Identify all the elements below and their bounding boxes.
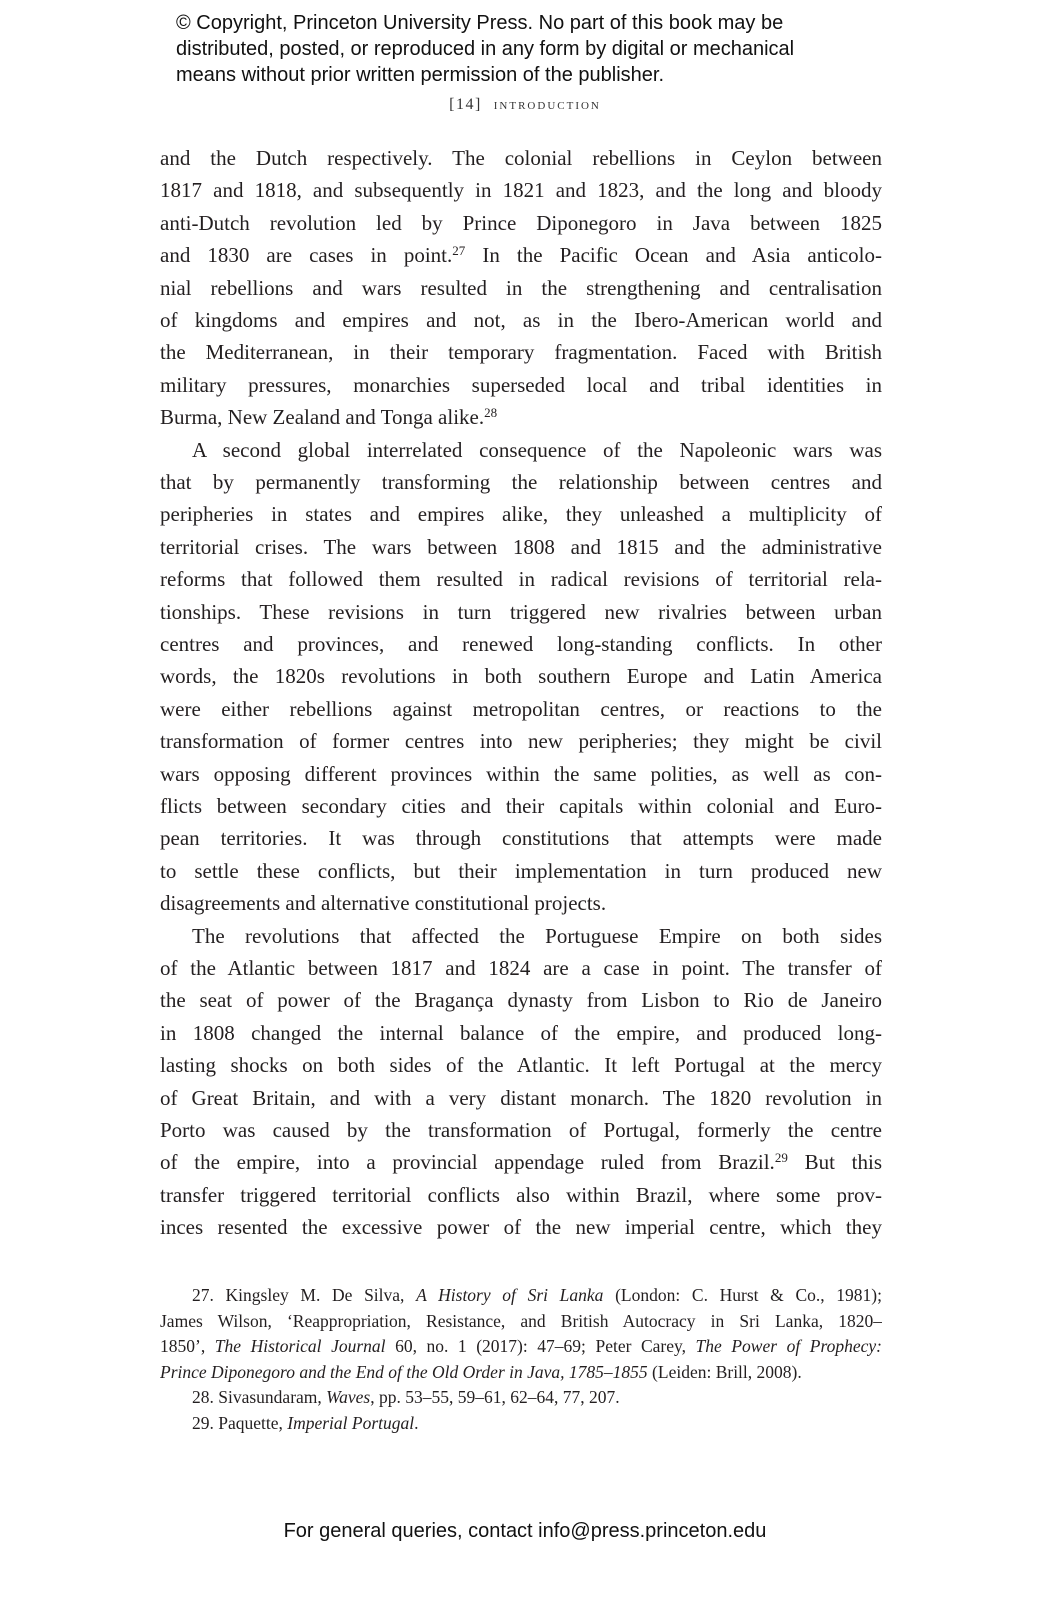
body-line xyxy=(160,758,882,790)
text-run: James Wilson, ‘Reappropriation, Resistance, and British Autocracy in Sri Lanka, 1820– xyxy=(160,1310,882,1331)
text-run: military pressures, monarchies superseded local and tribal identities in xyxy=(160,372,882,397)
text-run: (Leiden: Brill, 2008). xyxy=(647,1361,802,1382)
running-head xyxy=(0,96,1050,114)
text-run: to settle these conflicts, but their implementation in turn produced new xyxy=(160,858,882,883)
body-line xyxy=(160,531,882,563)
body-line xyxy=(160,790,882,822)
text-run: 27. Kingsley M. De Silva, xyxy=(192,1285,417,1305)
text-run: inces resented the excessive power of the new imperial centre, which they xyxy=(160,1215,882,1240)
text-run: Waves xyxy=(326,1387,371,1408)
body-line xyxy=(160,1211,882,1243)
text-run: In the Pacific Ocean and Asia anticolo- xyxy=(465,243,882,268)
body-line xyxy=(160,660,882,692)
text-run: of the empire, into a provincial appendage ruled from Brazil. xyxy=(160,1150,775,1175)
body-line xyxy=(160,272,882,304)
text-run: and the Dutch respectively. The colonial rebellions in Ceylon between xyxy=(160,146,882,170)
text-run: Imperial Portugal xyxy=(287,1413,415,1433)
body-line xyxy=(160,596,882,628)
text-run: 1817 and 1818, and subsequently in 1821 and 1823, and the long and bloody xyxy=(160,178,882,203)
body-line xyxy=(160,1114,882,1146)
text-run: and 1830 are cases in point. xyxy=(160,243,453,268)
text-run: 1850’, xyxy=(160,1336,215,1357)
text-run: Porto was caused by the transformation of Portugal, formerly the centre xyxy=(160,1118,882,1142)
text-run: , pp. 53–55, 59–61, 62–64, 77, 207. xyxy=(370,1387,620,1408)
text-run: transfer triggered territorial conflicts also within Brazil, where some prov- xyxy=(160,1182,882,1207)
body-line xyxy=(160,1017,882,1049)
footnote-line xyxy=(192,1410,882,1436)
body-line xyxy=(160,693,882,725)
copyright-notice xyxy=(176,10,794,88)
body-line xyxy=(160,369,882,401)
text-run: lasting shocks on both sides of the Atlantic. It left Portugal at the mercy xyxy=(160,1053,882,1078)
text-run: But this xyxy=(787,1150,882,1175)
text-run: nial rebellions and wars resulted in the strengthening and centralisation xyxy=(160,275,882,300)
text-run: . xyxy=(414,1413,419,1433)
body-line xyxy=(160,174,882,206)
body-line xyxy=(160,1082,882,1114)
text-run: tionships. These revisions in turn triggered new rivalries between urban xyxy=(160,599,882,624)
body-line xyxy=(192,920,882,952)
text-run: (London: C. Hurst & Co., 1981); xyxy=(603,1285,882,1305)
body-line xyxy=(160,887,882,919)
footnote-marker[interactable]: 27 xyxy=(452,243,466,259)
text-run: 28. Sivasundaram, xyxy=(192,1387,327,1408)
body-line xyxy=(160,304,882,336)
copyright-line: means without prior written permission of the publisher. xyxy=(176,64,665,86)
text-run: disagreements and alternative constitutional projects. xyxy=(160,891,607,916)
text-run: 29. Paquette, xyxy=(192,1413,288,1433)
body-line xyxy=(160,1146,882,1178)
text-run: wars opposing different provinces within the same polities, as well as con- xyxy=(160,761,882,786)
copyright-line: © Copyright, Princeton University Press. No part of this book may be xyxy=(176,12,784,34)
section-title: introduction xyxy=(493,96,601,113)
text-run: A History of Sri Lanka xyxy=(416,1285,604,1305)
footnote-line xyxy=(160,1333,882,1359)
body-line xyxy=(160,628,882,660)
text-run: of kingdoms and empires and not, as in the Ibero-American world and xyxy=(160,308,882,332)
page-number: [14] xyxy=(449,96,482,113)
copyright-line: distributed, posted, or reproduced in any form by digital or mechanical xyxy=(176,38,795,60)
body-line xyxy=(160,855,882,887)
body-line xyxy=(160,822,882,854)
body-line xyxy=(160,725,882,757)
footnote-line xyxy=(192,1384,882,1410)
footnote-line xyxy=(160,1308,882,1334)
text-run: centres and provinces, and renewed long-standing conflicts. In other xyxy=(160,632,882,656)
body-line xyxy=(160,207,882,239)
text-run: anti-Dutch revolution led by Prince Diponegoro in Java between 1825 xyxy=(160,210,882,235)
body-line xyxy=(160,401,882,433)
body-line xyxy=(160,952,882,984)
text-run: The revolutions that affected the Portuguese Empire on both sides xyxy=(192,923,882,948)
text-run: of Great Britain, and with a very distant monarch. The 1820 revolution in xyxy=(160,1085,882,1110)
body-line xyxy=(160,239,882,271)
footnote-line xyxy=(192,1282,882,1308)
text-run: Burma, New Zealand and Tonga alike. xyxy=(160,405,485,430)
text-run: Prince Diponegoro and the End of the Old Order in Java, 1785–1855 xyxy=(160,1361,648,1382)
text-run: in 1808 changed the internal balance of the empire, and produced long- xyxy=(160,1020,882,1045)
body-line xyxy=(160,1049,882,1081)
body-line xyxy=(160,336,882,368)
text-run: were either rebellions against metropolitan centres, or reactions to the xyxy=(160,696,882,721)
text-run: territorial crises. The wars between 1808 and 1815 and the administrative xyxy=(160,534,882,559)
body-line xyxy=(160,466,882,498)
footer-contact: For general queries, contact info@press.princeton.edu xyxy=(283,1520,767,1542)
text-run: reforms that followed them resulted in radical revisions of territorial rela- xyxy=(160,567,882,592)
footnote-marker[interactable]: 29 xyxy=(774,1150,788,1166)
body-line xyxy=(160,984,882,1016)
body-line xyxy=(160,563,882,595)
text-run: The Power of Prophecy: xyxy=(695,1336,882,1357)
body-line xyxy=(160,1179,882,1211)
text-run: peripheries in states and empires alike, they unleashed a multiplicity of xyxy=(160,502,882,527)
footnote-line xyxy=(160,1359,882,1385)
text-run: the Mediterranean, in their temporary fragmentation. Faced with British xyxy=(160,340,882,365)
text-run: words, the 1820s revolutions in both southern Europe and Latin America xyxy=(160,664,882,689)
text-run: 60, no. 1 (2017): 47–69; Peter Carey, xyxy=(385,1336,696,1357)
body-line xyxy=(160,142,882,174)
text-run: of the Atlantic between 1817 and 1824 are a case in point. The transfer of xyxy=(160,956,882,980)
text-run: that by permanently transforming the relationship between centres and xyxy=(160,470,882,494)
text-run: the seat of power of the Bragança dynasty from Lisbon to Rio de Janeiro xyxy=(160,988,882,1013)
text-run: flicts between secondary cities and their capitals within colonial and Euro- xyxy=(160,794,882,818)
body-line xyxy=(160,498,882,530)
text-run: pean territories. It was through constitutions that attempts were made xyxy=(160,826,882,851)
footnote-marker[interactable]: 28 xyxy=(484,405,498,421)
body-line xyxy=(192,434,882,466)
text-run: A second global interrelated consequence of the Napoleonic wars was xyxy=(192,437,882,462)
text-run: transformation of former centres into new peripheries; they might be civil xyxy=(160,729,882,754)
text-run: The Historical Journal xyxy=(214,1336,386,1357)
